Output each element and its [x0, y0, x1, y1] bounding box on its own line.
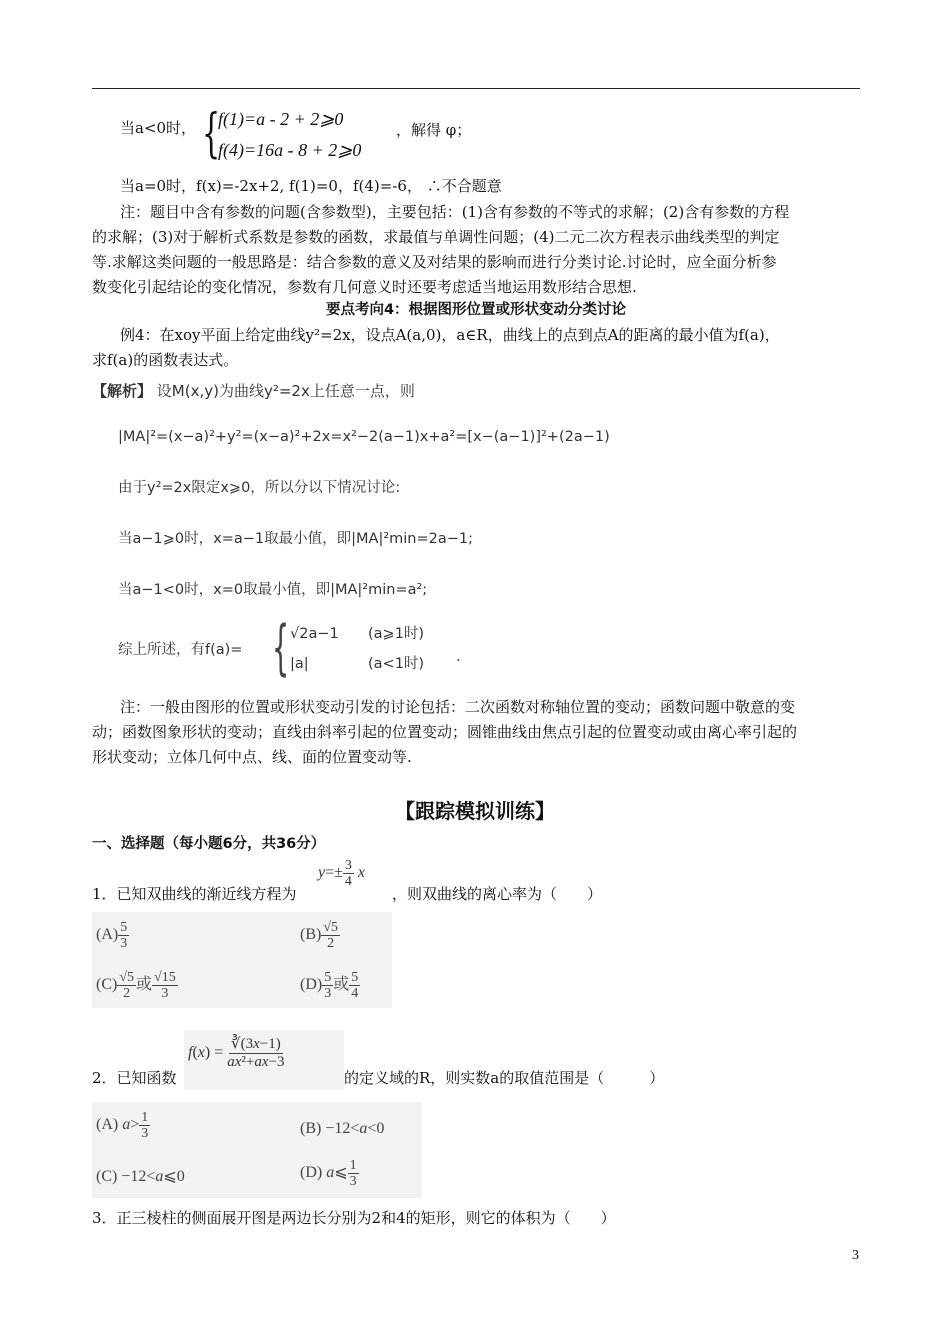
- piecewise-brace: {: [272, 613, 290, 683]
- solution-line1: 设M(x,y)为曲线y²=2x上任意一点，则: [156, 382, 415, 400]
- solution-line2: |MA|²=(x−a)²+y²=(x−a)²+2x=x²−2(a−1)x+a²=[x−(a−1)]²+(2a−1): [118, 429, 610, 445]
- q1-option-c: (C) $\frac{√5}{2}$ 或 $\frac{√15}{3}$: [96, 970, 176, 1001]
- note2-line3: 形状变动；立体几何中点、线、面的位置变动等.: [92, 748, 412, 766]
- page-number: 3: [852, 1248, 859, 1263]
- case-a-neg-suffix: ，解得 φ；: [396, 121, 472, 139]
- system-eq2: f(4)=16a - 8 + 2⩾0: [218, 140, 362, 160]
- solution-label-text: 【解析】: [92, 382, 153, 400]
- system-brace: {: [202, 104, 221, 164]
- solution-line5: 当a−1<0时，x=0取最小值，即|MA|²min=a²;: [118, 582, 428, 598]
- part1-title: 一、选择题（每小题6分，共36分）: [92, 836, 326, 852]
- solution-line3: 由于y²=2x限定x⩾0，所以分以下情况讨论:: [118, 480, 401, 496]
- solution-line6-prefix: 综上所述，有f(a)=: [118, 642, 243, 658]
- q1-suffix: ，则双曲线的离心率为（ ）: [392, 885, 603, 903]
- piece1-expr: √2a−1: [290, 626, 339, 642]
- example4-line1: 例4：在xoy平面上给定曲线y²=2x，设点A(a,0)，a∈R，曲线上的点到点A的距离的最小值为f(a)，: [120, 326, 780, 344]
- note1-line1: 注：题目中含有参数的问题(含参数型)，主要包括：(1)含有参数的不等式的求解；(2)含有参数的方程: [120, 203, 790, 221]
- q1-option-d: (D) $\frac{5}{3}$ 或 $\frac{5}{4}$: [300, 970, 359, 1001]
- q2-option-c: (C) −12<a⩽0: [96, 1168, 185, 1185]
- q2-option-b: (B) −12<a<0: [300, 1120, 385, 1137]
- header-rule: [92, 88, 860, 89]
- solution-line4: 当a−1⩾0时，x=a−1取最小值，即|MA|²min=2a−1;: [118, 531, 474, 547]
- line6-suffix: .: [456, 649, 461, 665]
- q1-formula: y=± $\frac{3}{4}$ x: [318, 858, 366, 889]
- note2-line2: 动；函数图象形状的变动；直线由斜率引起的位置变动；圆锥曲线由焦点引起的位置变动或由离心率引起的: [92, 723, 798, 741]
- piece2-expr: |a|: [290, 656, 309, 672]
- system-eq1: f(1)=a - 2 + 2⩾0: [218, 109, 344, 129]
- note2-line1: 注：一般由图形的位置或形状变动引发的讨论包括：二次函数对称轴位置的变动；函数问题中敬意的变: [120, 698, 796, 716]
- q3: 3．正三棱柱的侧面展开图是两边长分别为2和4的矩形，则它的体积为（ ）: [92, 1209, 616, 1227]
- q1-prefix: 1．已知双曲线的渐近线方程为: [92, 885, 297, 903]
- q2-option-d: (D) a⩽ $\frac{1}{3}$: [300, 1158, 357, 1189]
- note1-line3: 等.求解这类问题的一般思路是：结合参数的意义及对结果的影响而进行分类讨论.讨论时，应全面分析参: [92, 253, 777, 271]
- note1-line2: 的求解；(3)对于解析式系数是参数的函数，求最值与单调性问题；(4)二元二次方程表示曲线类型的判定: [92, 228, 780, 246]
- case-a-zero: 当a=0时，f(x)=-2x+2, f(1)=0，f(4)=-6， ∴不合题意: [120, 177, 502, 195]
- solution-label: [92, 382, 415, 400]
- note1-line4: 数变化引起结论的变化情况，参数有几何意义时还要考虑适当地运用数形结合思想.: [92, 278, 637, 296]
- training-title: 【跟踪模拟训练】: [395, 799, 555, 823]
- section4-title: 要点考向4：根据图形位置或形状变动分类讨论: [325, 302, 627, 318]
- q2-formula: f(x) = $\frac{∛(3x-1)}{\text{ax²+ax−3}}$: [188, 1036, 285, 1070]
- case-a-neg-prefix: 当a<0时，: [120, 119, 197, 137]
- q2-option-a: (A) a> $\frac{1}{3}$: [96, 1110, 149, 1141]
- q1-option-a: (A) $\frac{5}{3}$: [96, 920, 128, 951]
- piece1-cond: (a⩾1时): [368, 626, 425, 642]
- example4-line2: 求f(a)的函数表达式。: [92, 351, 239, 369]
- piece2-cond: (a<1时): [368, 656, 425, 672]
- q2-suffix: 的定义域的R，则实数a的取值范围是（ ）: [344, 1069, 665, 1087]
- q1-option-b: (B) $\frac{√5}{2}$: [300, 920, 339, 951]
- q2-prefix: 2．已知函数: [92, 1069, 177, 1087]
